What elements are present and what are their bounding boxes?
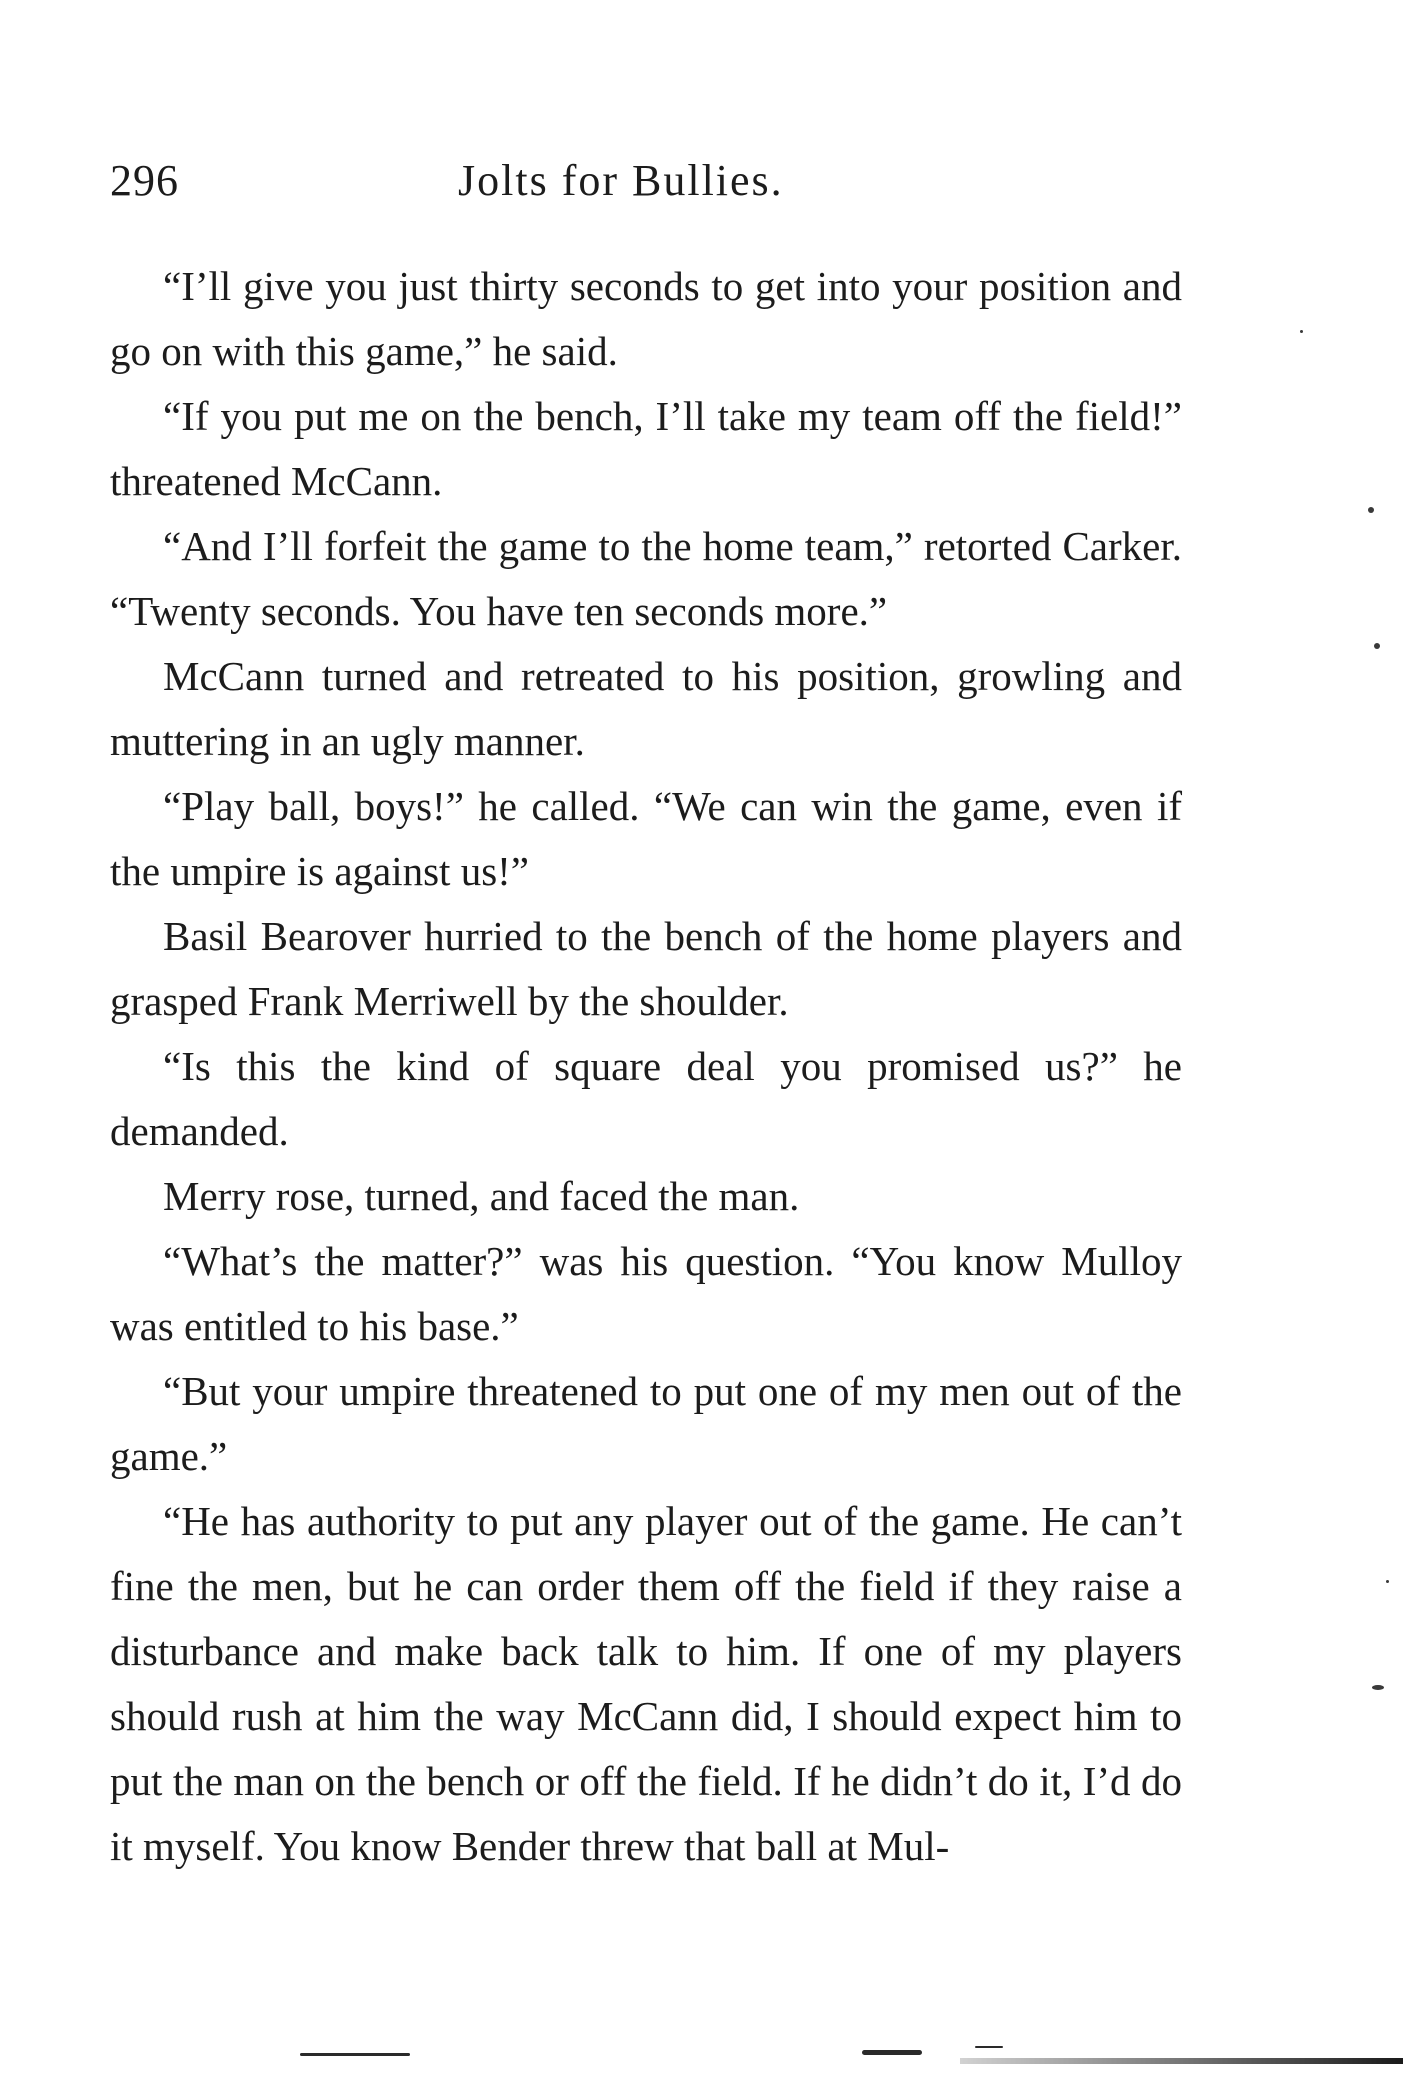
ink-smudge	[975, 2046, 1003, 2048]
paragraph: “And I’ll forfeit the game to the home team,” retorted Carker. “Twenty seconds. You have ten seconds more.”	[110, 523, 1182, 634]
paragraph: Basil Bearover hurried to the bench of the home players and grasped Frank Merriwell by the shoulder.	[110, 913, 1182, 1024]
paragraph: “But your umpire threatened to put one of my men out of the game.”	[110, 1368, 1182, 1479]
page-edge-shadow	[960, 2058, 1403, 2064]
scan-speck	[1368, 507, 1374, 513]
scan-speck	[1386, 1580, 1389, 1583]
paragraph: “If you put me on the bench, I’ll take my team off the field!” threatened McCann.	[110, 393, 1182, 504]
paragraph: Merry rose, turned, and faced the man.	[163, 1173, 800, 1219]
paragraph: “I’ll give you just thirty seconds to get into your position and go on with this game,” he said.	[110, 263, 1182, 374]
paragraph: “What’s the matter?” was his question. “You know Mulloy was entitled to his base.”	[110, 1238, 1182, 1349]
paragraph: “Play ball, boys!” he called. “We can win the game, even if the umpire is against us!”	[110, 783, 1182, 894]
ink-smudge	[862, 2050, 922, 2055]
ink-smudge	[300, 2053, 410, 2056]
scan-speck	[1300, 330, 1303, 333]
paragraph: “Is this the kind of square deal you promised us?” he demanded.	[110, 1043, 1182, 1154]
paragraph: McCann turned and retreated to his position, growling and muttering in an ugly manner.	[110, 653, 1182, 764]
page-header	[110, 155, 850, 215]
scan-speck	[1374, 643, 1380, 649]
scan-speck	[1372, 1685, 1384, 1690]
paragraph: “He has authority to put any player out of the game. He can’t fine the men, but he can order them off the field if they raise a disturbance and make back talk to him. If one of my players should rush at him the way McCann did, I should expect him to put the man on the bench or off the field. If he didn’t do it, I’d do it myself. You know Bender threw that ball at Mul-	[110, 1498, 1182, 1869]
body-text	[110, 254, 1182, 1879]
running-title: Jolts for Bullies.	[458, 156, 784, 205]
page-number: 296	[110, 156, 179, 205]
